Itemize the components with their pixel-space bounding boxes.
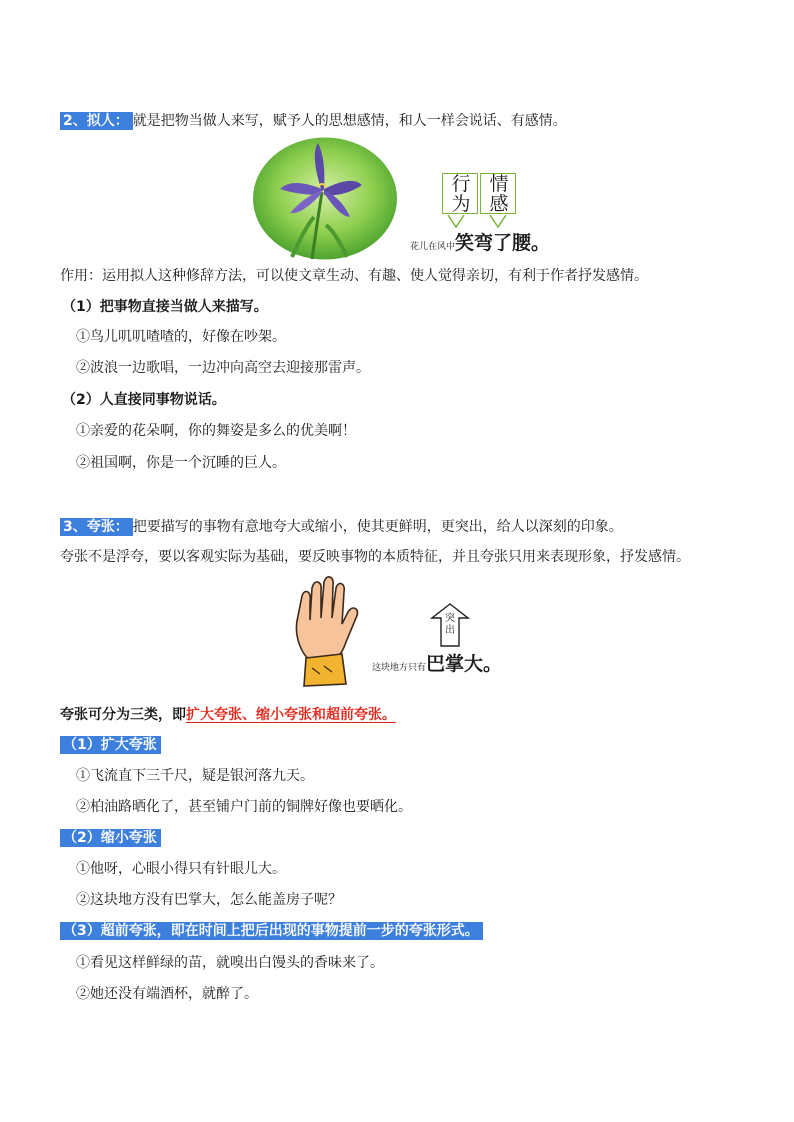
personification-effect: 作用：运用拟人这种修辞方法，可以使文章生动、有趣、使人觉得亲切，有利于作者抒发感情。 [60, 268, 648, 284]
behavior-emotion-box [442, 173, 522, 231]
types-highlight: 扩大夸张、缩小夸张和超前夸张。 [186, 707, 396, 723]
exaggeration-types: 夸张可分为三类，即扩大夸张、缩小夸张和超前夸张。 [60, 707, 396, 723]
box-emotion: 情 感 [480, 173, 516, 214]
type2-title: （2）缩小夸张 [60, 828, 161, 848]
type3-title: （3）超前夸张，即在时间上把后出现的事物提前一步的夸张形式。 [60, 921, 483, 941]
personification-line [60, 111, 567, 131]
iris-flower-image [252, 137, 398, 260]
up-arrow-icon: 突 出 [430, 603, 470, 647]
list-item: ①鸟儿叽叽喳喳的，好像在吵架。 [76, 329, 286, 345]
type1-title: （1）扩大夸张 [60, 735, 161, 755]
list-item: ②柏油路晒化了，甚至铺户门前的铜牌好像也要晒化。 [76, 799, 412, 815]
exaggeration-line [60, 517, 623, 537]
list-item: ①看见这样鲜绿的苗，就嗅出白馒头的香味来了。 [76, 955, 384, 971]
hand-caption: 这块地方只有巴掌大。 [372, 653, 503, 675]
box-behavior: 行 为 [442, 173, 478, 214]
personification-definition: 就是把物当做人来写，赋予人的思想感情，和人一样会说话、有感情。 [132, 113, 567, 129]
list-item: ①飞流直下三千尺，疑是银河落九天。 [76, 768, 314, 784]
list-item: ②她还没有端酒杯，就醉了。 [76, 986, 258, 1002]
exaggeration-definition: 把要描写的事物有意地夸大或缩小，使其更鲜明，更突出，给人以深刻的印象。 [132, 519, 623, 535]
flower-caption: 花儿在风中笑弯了腰。 [410, 232, 551, 254]
list-item: ②这块地方没有巴掌大，怎么能盖房子呢？ [76, 892, 342, 908]
hand-image [284, 576, 364, 688]
sub1-title: （1）把事物直接当做人来描写。 [62, 299, 268, 315]
list-item: ①他呀，心眼小得只有针眼儿大。 [76, 861, 286, 877]
list-item: ②波浪一边歌唱，一边冲向高空去迎接那雷声。 [76, 360, 370, 376]
list-item: ②祖国啊，你是一个沉睡的巨人。 [76, 455, 286, 471]
personification-heading: 2、拟人： [60, 112, 133, 130]
list-item: ①亲爱的花朵啊，你的舞姿是多么的优美啊！ [76, 423, 356, 439]
sub2-title: （2）人直接同事物说话。 [62, 392, 226, 408]
exaggeration-heading: 3、夸张： [60, 518, 133, 536]
exaggeration-note: 夸张不是浮夸，要以客观实际为基础，要反映事物的本质特征，并且夸张只用来表现形象，抒发感情。 [60, 549, 690, 565]
